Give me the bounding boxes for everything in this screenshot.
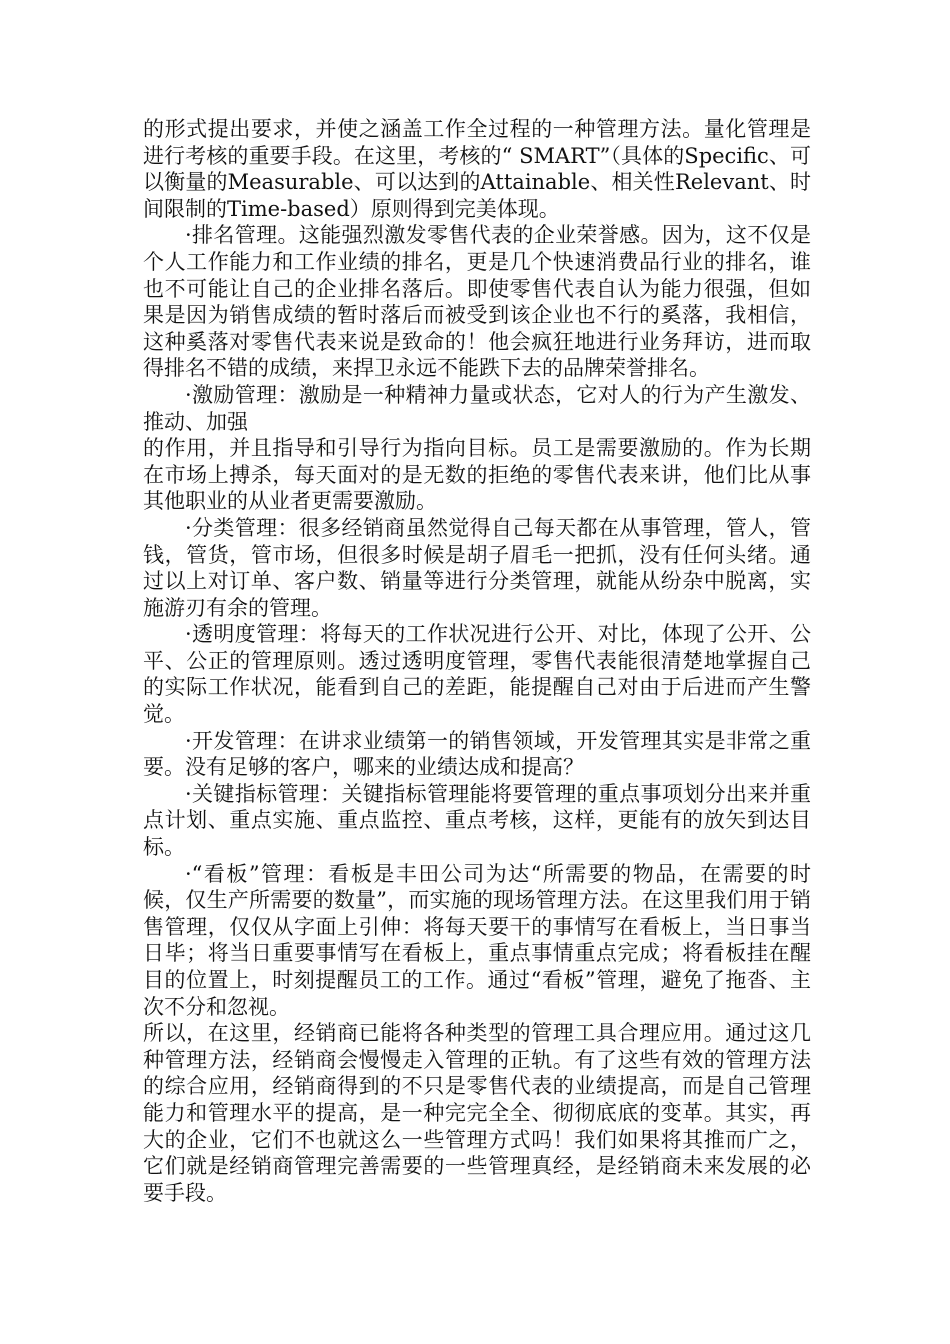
document-body (143, 116, 811, 1206)
paragraph-ranking-management: ·排名管理。这能强烈激发零售代表的企业荣誉感。因为，这不仅是个人工作能力和工作业绩的排名，更是几个快速消费品行业的排名，谁也不可能让自己的企业排名落后。即使零售代表自认为能力很强，但如果是因为销售成绩的暂时落后而被受到该企业也不行的奚落，我相信，这种奚落对零售代表来说是致命的！他会疯狂地进行业务拜访，进而取得排名不错的成绩，来捍卫永远不能跌下去的品牌荣誉排名。 (143, 223, 811, 381)
paragraph-incentive-continued: 的作用，并且指导和引导行为指向目标。员工是需要激励的。作为长期在市场上搏杀，每天面对的是无数的拒绝的零售代表来讲，他们比从事其他职业的从业者更需要激励。 (143, 436, 811, 514)
paragraph-transparency-management: ·透明度管理：将每天的工作状况进行公开、对比，体现了公开、公平、公正的管理原则。透过透明度管理，零售代表能很清楚地掌握自己的实际工作状况，能看到自己的差距，能提醒自己对由于后进而产生警觉。 (143, 622, 811, 727)
paragraph-kanban-management: ·“看板”管理：看板是丰田公司为达“所需要的物品，在需要的时候，仅生产所需要的数量”，而实施的现场管理方法。在这里我们用于销售管理，仅仅从字面上引伸：将每天要干的事情写在看板上，当日事当日毕；将当日重要事情写在看板上，重点事情重点完成；将看板挂在醒目的位置上，时刻提醒员工的工作。通过“看板”管理，避免了拖沓、主次不分和忽视。 (143, 861, 811, 1019)
paragraph-incentive-management: ·激励管理：激励是一种精神力量或状态，它对人的行为产生激发、推动、加强 (143, 382, 811, 434)
paragraph-classification-management: ·分类管理：很多经销商虽然觉得自己每天都在从事管理，管人，管钱，管货，管市场，但很多时候是胡子眉毛一把抓，没有任何头绪。通过以上对订单、客户数、销量等进行分类管理，就能从纷杂中脱离，实施游刃有余的管理。 (143, 515, 811, 620)
paragraph-key-indicator-management: ·关键指标管理：关键指标管理能将要管理的重点事项划分出来并重点计划、重点实施、重点监控、重点考核，这样，更能有的放矢到达目标。 (143, 781, 811, 860)
paragraph-smart-principle: 的形式提出要求，并使之涵盖工作全过程的一种管理方法。量化管理是进行考核的重要手段。在这里，考核的“ SMART”（具体的Specific、可以衡量的Measurable、可以达到的Attainable、相关性Relevant、时间限制的Time-based）原则得到完美体现。 (143, 117, 811, 221)
paragraph-development-management: ·开发管理：在讲求业绩第一的销售领域，开发管理其实是非常之重要。没有足够的客户，哪来的业绩达成和提高？ (143, 728, 811, 780)
paragraph-conclusion: 所以，在这里，经销商已能将各种类型的管理工具合理应用。通过这几种管理方法，经销商会慢慢走入管理的正轨。有了这些有效的管理方法的综合应用，经销商得到的不只是零售代表的业绩提高，而是自己管理能力和管理水平的提高，是一种完完全全、彻彻底底的变革。其实，再大的企业，它们不也就这么一些管理方式吗！我们如果将其推而广之，它们就是经销商管理完善需要的一些管理真经，是经销商未来发展的必要手段。 (143, 1021, 811, 1205)
